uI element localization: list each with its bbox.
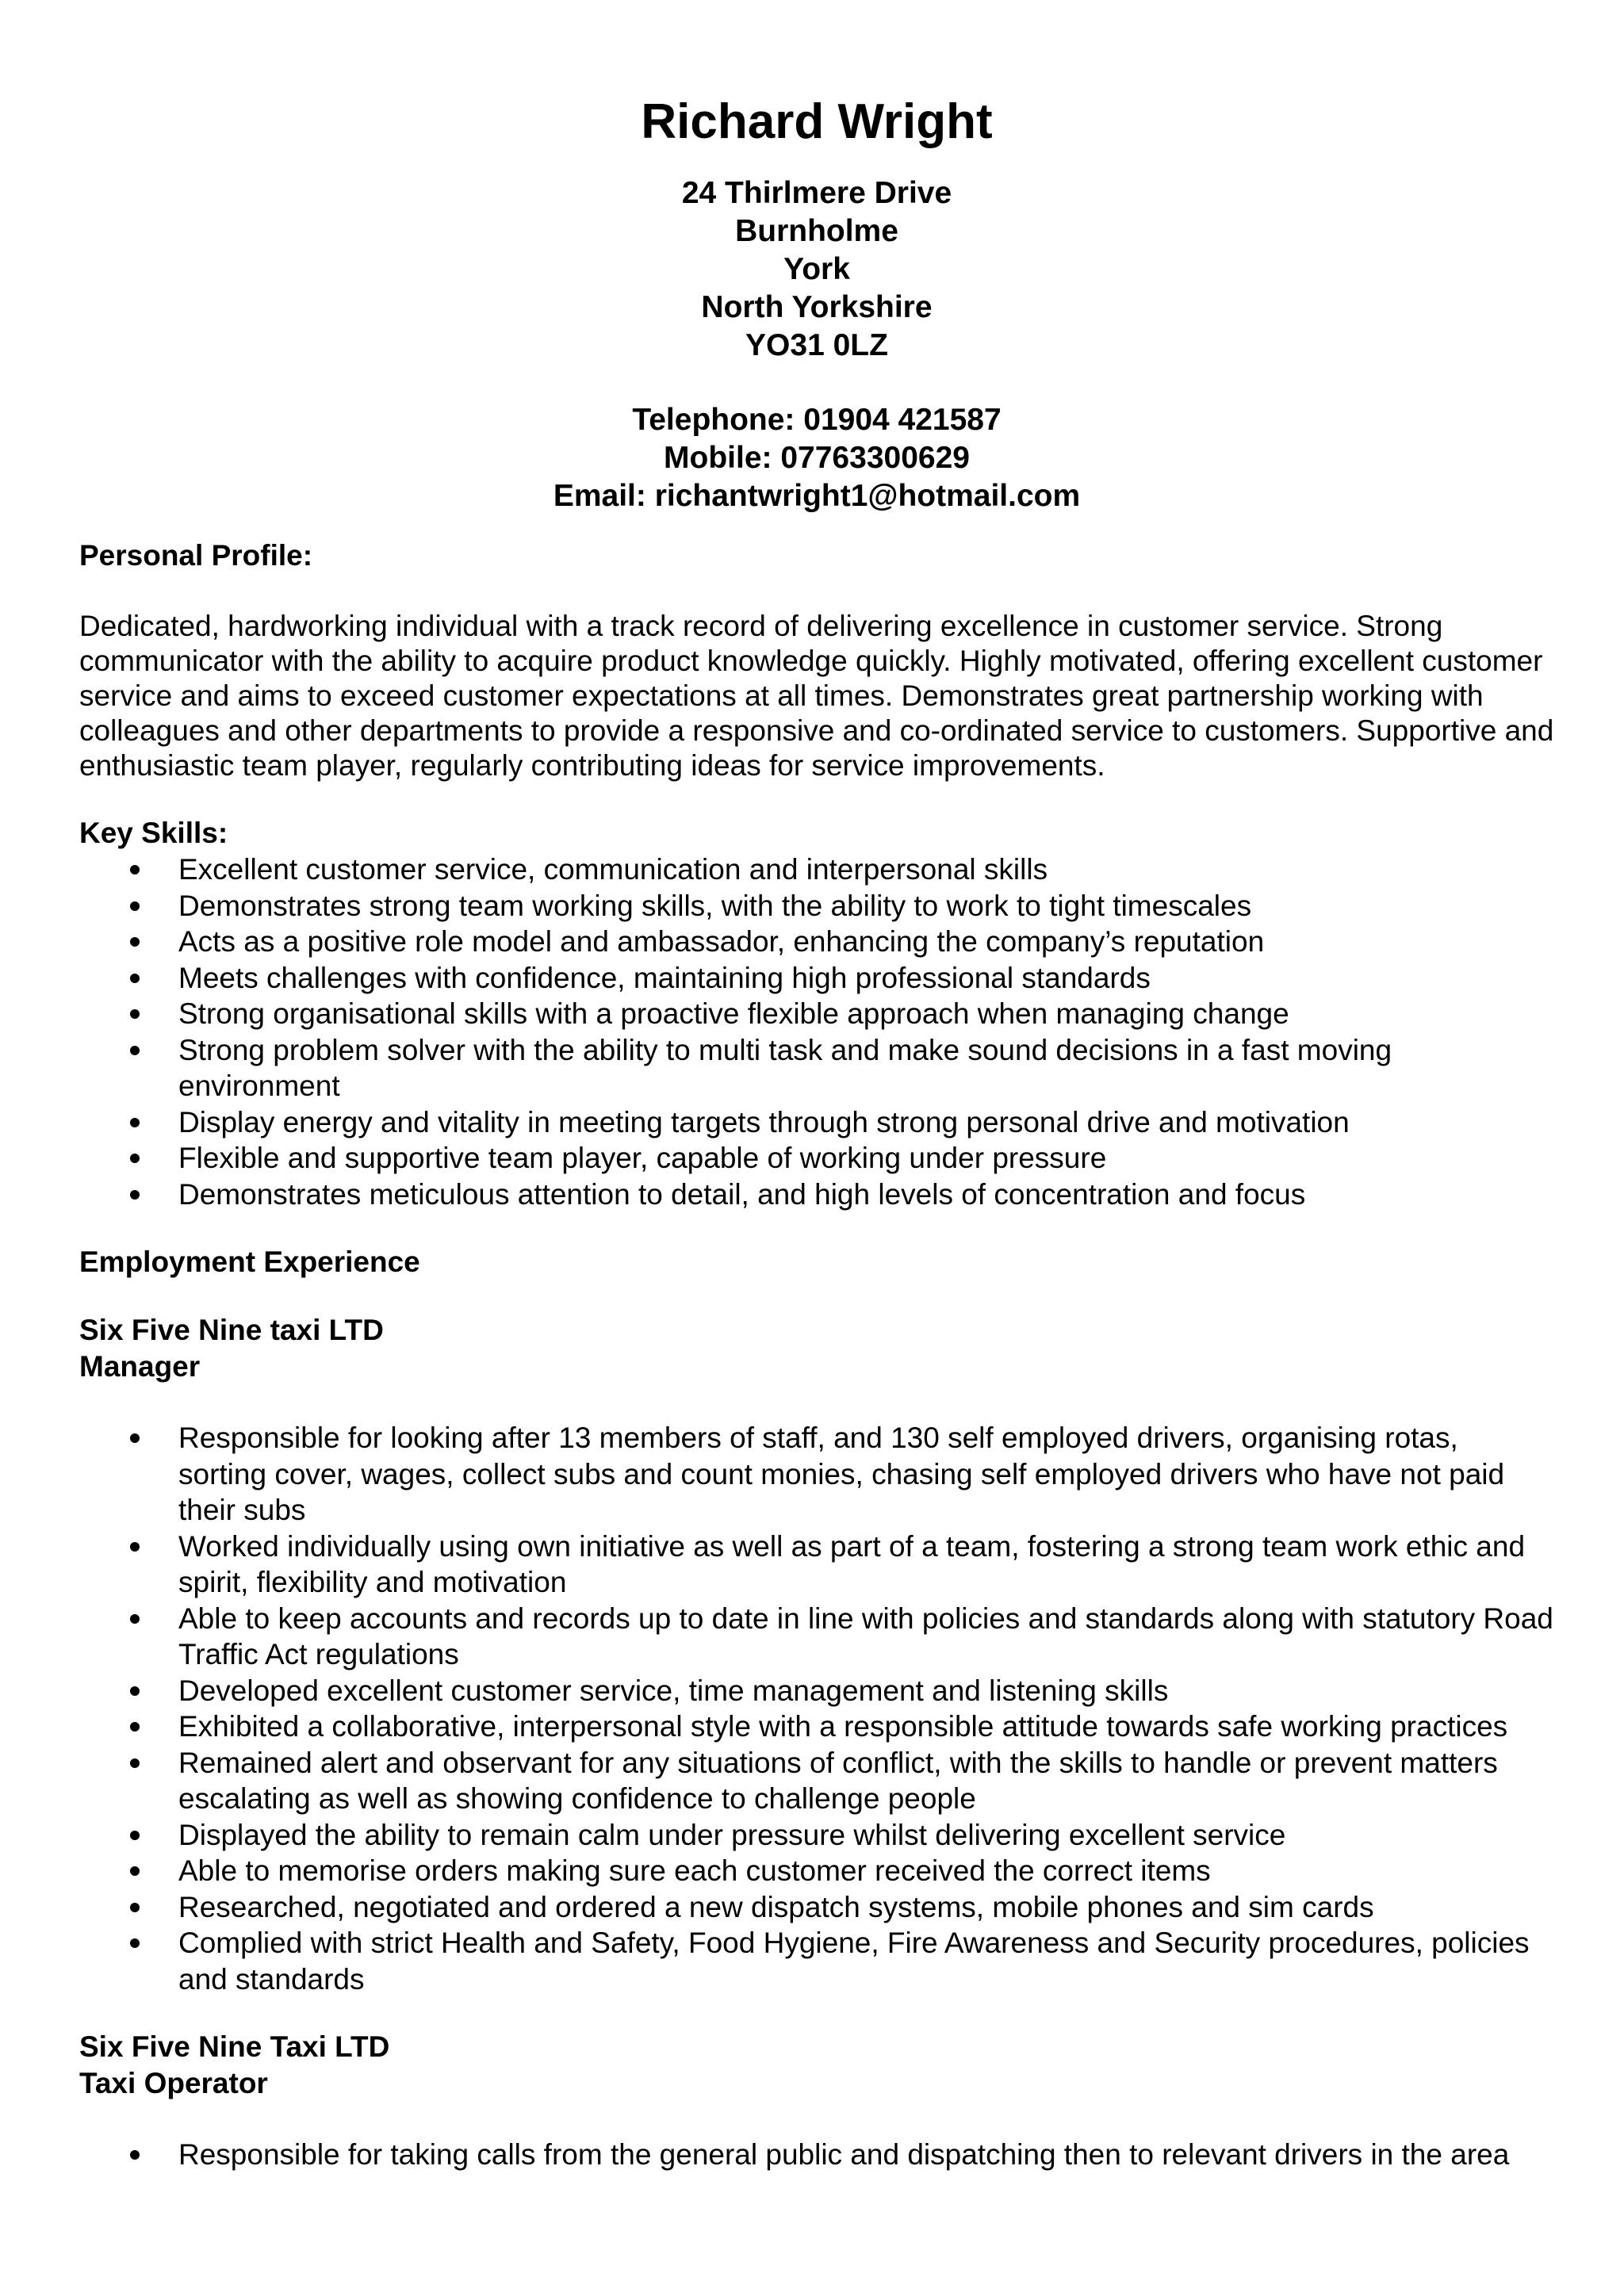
bullet-icon	[130, 2150, 140, 2160]
list-item: Able to memorise orders making sure each customer received the correct items	[79, 1853, 1554, 1889]
list-item: Developed excellent customer service, time management and listening skills	[79, 1673, 1554, 1709]
bullet-icon	[130, 1542, 140, 1552]
bullet-icon	[130, 1686, 140, 1696]
job-company: Six Five Nine taxi LTD	[79, 1314, 384, 1346]
list-item: Responsible for taking calls from the general public and dispatching then to relevant drivers in the area	[79, 2137, 1554, 2173]
bullet-icon	[130, 974, 140, 983]
list-item: Flexible and supportive team player, capable of working under pressure	[79, 1140, 1554, 1177]
address-line: Burnholme	[735, 214, 898, 248]
bullet-icon	[130, 1118, 140, 1127]
bullet-icon	[130, 1903, 140, 1912]
bullet-icon	[130, 865, 140, 874]
telephone: Telephone: 01904 421587	[632, 403, 1002, 437]
bullet-icon	[130, 1614, 140, 1624]
list-item: Remained alert and observant for any situations of conflict, with the skills to handle or prevent matters escalating as well as showing confidence to challenge people	[79, 1745, 1554, 1817]
list-item: Excellent customer service, communication and interpersonal skills	[79, 851, 1554, 888]
job-company: Six Five Nine Taxi LTD	[79, 2030, 390, 2063]
list-item: Meets challenges with confidence, maintaining high professional standards	[79, 960, 1554, 997]
list-item: Complied with strict Health and Safety, Food Hygiene, Fire Awareness and Security procedures, policies and standards	[79, 1925, 1554, 1997]
bullet-icon	[130, 901, 140, 911]
list-item: Worked individually using own initiative as well as part of a team, fostering a strong team work ethic and spirit, flexibility and motivation	[79, 1529, 1554, 1601]
address-line: 24 Thirlmere Drive	[681, 176, 952, 210]
list-item: Strong organisational skills with a proactive flexible approach when managing change	[79, 996, 1554, 1032]
list-item: Acts as a positive role model and ambassador, enhancing the company’s reputation	[79, 924, 1554, 960]
list-item: Able to keep accounts and records up to date in line with policies and standards along with statutory Road Traffic Act regulations	[79, 1601, 1554, 1673]
bullet-icon	[130, 937, 140, 947]
list-item: Demonstrates strong team working skills, with the ability to work to tight timescales	[79, 888, 1554, 924]
candidate-name: Richard Wright	[641, 94, 993, 149]
list-item: Researched, negotiated and ordered a new dispatch systems, mobile phones and sim cards	[79, 1889, 1554, 1926]
job-duties-list	[79, 2137, 1554, 2173]
profile-heading: Personal Profile:	[79, 539, 313, 572]
bullet-icon	[130, 1046, 140, 1055]
bullet-icon	[130, 1866, 140, 1876]
bullet-icon	[130, 1938, 140, 1948]
bullet-icon	[130, 1190, 140, 1200]
bullet-icon	[130, 1009, 140, 1019]
profile-text: Dedicated, hardworking individual with a track record of delivering excellence in customer service. Strong communicator with the ability to acquire product knowledge quickly. Highly motivated, offering excellent customer service and aims to exceed customer expectations at all times. Demonstrates great partnership working with colleagues and other departments to provide a responsive and co-ordinated service to customers. Supportive and enthusiastic team player, regularly contributing ideas for service improvements.	[79, 610, 1554, 782]
address-line: YO31 0LZ	[745, 328, 888, 362]
skills-heading: Key Skills:	[79, 817, 228, 849]
bullet-icon	[130, 1154, 140, 1163]
list-item: Displayed the ability to remain calm under pressure whilst delivering excellent service	[79, 1817, 1554, 1854]
contact-block	[79, 401, 1554, 515]
mobile: Mobile: 07763300629	[664, 441, 970, 475]
list-item: Exhibited a collaborative, interpersonal style with a responsible attitude towards safe working practices	[79, 1709, 1554, 1745]
job-role: Manager	[79, 1350, 201, 1383]
cv-page	[79, 79, 1554, 2173]
bullet-icon	[130, 1758, 140, 1768]
job-duties-list	[79, 1420, 1554, 1997]
skills-list	[79, 851, 1554, 1212]
bullet-icon	[130, 1722, 140, 1732]
address-line: North Yorkshire	[701, 290, 933, 324]
address-block	[79, 174, 1554, 365]
list-item: Strong problem solver with the ability to multi task and make sound decisions in a fast moving environment	[79, 1032, 1554, 1104]
address-line: York	[783, 252, 850, 286]
employment-heading: Employment Experience	[79, 1246, 420, 1278]
bullet-icon	[130, 1831, 140, 1840]
job-role: Taxi Operator	[79, 2067, 268, 2099]
bullet-icon	[130, 1433, 140, 1443]
list-item: Demonstrates meticulous attention to detail, and high levels of concentration and focus	[79, 1177, 1554, 1213]
email: Email: richantwright1@hotmail.com	[553, 479, 1081, 513]
list-item: Display energy and vitality in meeting targets through strong personal drive and motivation	[79, 1104, 1554, 1141]
list-item: Responsible for looking after 13 members of staff, and 130 self employed drivers, organising rotas, sorting cover, wages, collect subs and count monies, chasing self employed drivers who have not paid their subs	[79, 1420, 1554, 1529]
